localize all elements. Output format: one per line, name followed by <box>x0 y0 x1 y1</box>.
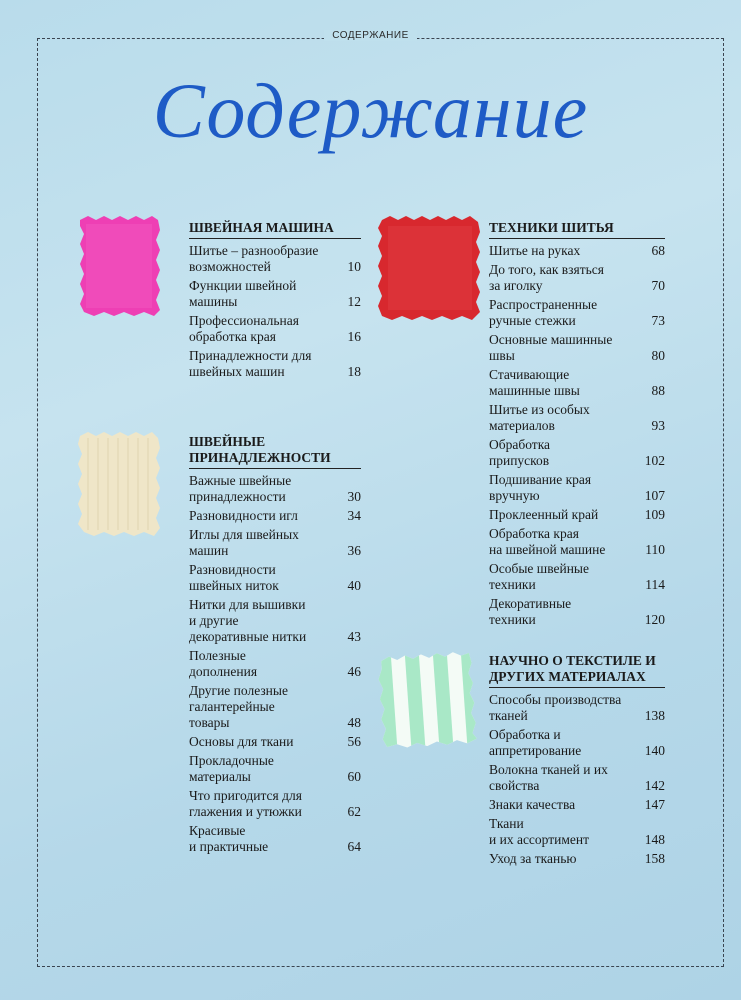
toc-item-page: 80 <box>651 348 665 363</box>
toc-item-title: Способы производства тканей <box>489 692 622 723</box>
toc-list <box>189 243 361 380</box>
toc-item-title: Проклеенный край <box>489 507 599 522</box>
toc-item-title: Ткани и их ассортимент <box>489 816 590 847</box>
cream-fabric-swatch <box>74 428 164 540</box>
toc-item-title: Шитье – разнообразие возможностей <box>189 243 319 274</box>
toc-item[interactable] <box>189 278 361 310</box>
toc-item-page: 148 <box>644 832 665 847</box>
toc-item-page: 142 <box>644 778 665 793</box>
toc-item[interactable] <box>489 472 665 504</box>
toc-item[interactable] <box>489 692 665 724</box>
page-title: Содержание <box>152 67 589 154</box>
toc-item-title: До того, как взяться за иголку <box>489 262 604 293</box>
toc-item[interactable] <box>489 727 665 759</box>
toc-item-title: Основы для ткани <box>189 734 294 749</box>
section-sewing-machine <box>189 220 361 383</box>
toc-item-page: 120 <box>644 612 665 627</box>
toc-item-title: Принадлежности для швейных машин <box>189 348 312 379</box>
toc-item-page: 12 <box>347 294 361 309</box>
toc-item-page: 158 <box>644 851 665 866</box>
toc-item-title: Полезные дополнения <box>189 648 258 679</box>
section-title: ШВЕЙНАЯ МАШИНА <box>189 220 361 239</box>
toc-item-title: Иглы для швейных машин <box>189 527 299 558</box>
toc-item-title: Обработка и аппретирование <box>489 727 582 758</box>
toc-item-page: 64 <box>347 839 361 854</box>
toc-item-title: Обработка припусков <box>489 437 551 468</box>
toc-item-page: 36 <box>347 543 361 558</box>
toc-item-title: Нитки для вышивки и другие декоративные нитки <box>189 597 307 644</box>
toc-item[interactable] <box>189 823 361 855</box>
toc-list <box>489 243 665 628</box>
toc-item-title: Волокна тканей и их свойства <box>489 762 608 793</box>
section-textile-science <box>489 653 665 870</box>
toc-item[interactable] <box>489 797 665 813</box>
toc-item-page: 30 <box>347 489 361 504</box>
toc-item[interactable] <box>489 816 665 848</box>
running-header <box>0 30 741 41</box>
toc-item[interactable] <box>489 367 665 399</box>
toc-item-page: 109 <box>644 507 665 522</box>
toc-item-page: 62 <box>347 804 361 819</box>
toc-item-title: Обработка края на швейной машине <box>489 526 606 557</box>
toc-item-title: Стачивающие машинные швы <box>489 367 580 398</box>
section-title: НАУЧНО О ТЕКСТИЛЕ И ДРУГИХ МАТЕРИАЛАХ <box>489 653 665 688</box>
toc-item[interactable] <box>189 788 361 820</box>
toc-item-title: Подшивание края вручную <box>489 472 592 503</box>
toc-list <box>489 692 665 867</box>
toc-item[interactable] <box>189 683 361 731</box>
toc-item-title: Шитье из особых материалов <box>489 402 590 433</box>
toc-item[interactable] <box>189 473 361 505</box>
section-sewing-techniques <box>489 220 665 631</box>
toc-item[interactable] <box>189 753 361 785</box>
toc-item[interactable] <box>189 313 361 345</box>
pink-fabric-swatch <box>74 210 166 322</box>
red-fabric-swatch <box>374 212 486 324</box>
toc-item-page: 73 <box>651 313 665 328</box>
toc-item-page: 34 <box>347 508 361 523</box>
toc-item-page: 147 <box>644 797 665 812</box>
toc-item[interactable] <box>489 526 665 558</box>
toc-item-title: Знаки качества <box>489 797 576 812</box>
toc-item-page: 88 <box>651 383 665 398</box>
toc-item-page: 10 <box>347 259 361 274</box>
toc-item-page: 140 <box>644 743 665 758</box>
toc-list <box>189 473 361 855</box>
toc-item-title: Функции швейной машины <box>189 278 297 309</box>
toc-item[interactable] <box>189 648 361 680</box>
toc-item-page: 18 <box>347 364 361 379</box>
toc-item-title: Что пригодится для глажения и утюжки <box>189 788 302 819</box>
toc-item-title: Красивые и практичные <box>189 823 269 854</box>
toc-item[interactable] <box>489 561 665 593</box>
toc-item[interactable] <box>489 332 665 364</box>
toc-item-title: Шитье на руках <box>489 243 581 258</box>
toc-item-page: 60 <box>347 769 361 784</box>
toc-item-title: Разновидности игл <box>189 508 298 523</box>
toc-item-title: Основные машинные швы <box>489 332 613 363</box>
toc-item[interactable] <box>489 762 665 794</box>
toc-item[interactable] <box>489 437 665 469</box>
toc-item-page: 56 <box>347 734 361 749</box>
toc-item[interactable] <box>189 562 361 594</box>
toc-item-title: Прокладочные материалы <box>189 753 274 784</box>
toc-item-page: 16 <box>347 329 361 344</box>
toc-item[interactable] <box>489 851 665 867</box>
toc-item-page: 107 <box>644 488 665 503</box>
toc-item-title: Декоративные техники <box>489 596 572 627</box>
toc-item-page: 70 <box>651 278 665 293</box>
running-header-text: СОДЕРЖАНИЕ <box>324 30 417 41</box>
toc-item[interactable] <box>189 348 361 380</box>
toc-item-page: 46 <box>347 664 361 679</box>
toc-item[interactable] <box>189 734 361 750</box>
toc-item-page: 110 <box>645 542 665 557</box>
toc-item-title: Разновидности швейных ниток <box>189 562 279 593</box>
section-title: ШВЕЙНЫЕ ПРИНАДЛЕЖНОСТИ <box>189 434 361 469</box>
toc-item-page: 114 <box>645 577 665 592</box>
toc-item-page: 93 <box>651 418 665 433</box>
toc-item[interactable] <box>489 243 665 259</box>
toc-item[interactable] <box>489 402 665 434</box>
toc-item-page: 43 <box>347 629 361 644</box>
section-title: ТЕХНИКИ ШИТЬЯ <box>489 220 665 239</box>
toc-item-page: 40 <box>347 578 361 593</box>
toc-item[interactable] <box>189 597 361 645</box>
section-sewing-supplies <box>189 434 361 858</box>
toc-item-page: 138 <box>644 708 665 723</box>
toc-item-page: 48 <box>347 715 361 730</box>
toc-item[interactable] <box>489 262 665 294</box>
toc-item[interactable] <box>189 243 361 275</box>
toc-item-title: Другие полезные галантерейные товары <box>189 683 288 730</box>
toc-item-title: Важные швейные принадлежности <box>189 473 292 504</box>
toc-item-title: Уход за тканью <box>489 851 577 866</box>
toc-item-page: 102 <box>644 453 665 468</box>
toc-item-page: 68 <box>651 243 665 258</box>
toc-item[interactable] <box>489 297 665 329</box>
toc-item[interactable] <box>189 508 361 524</box>
toc-item-title: Распространенные ручные стежки <box>489 297 598 328</box>
toc-item[interactable] <box>489 596 665 628</box>
toc-item[interactable] <box>489 507 665 523</box>
toc-item-title: Особые швейные техники <box>489 561 589 592</box>
striped-fabric-swatch <box>376 646 480 752</box>
toc-item-title: Профессиональная обработка края <box>189 313 299 344</box>
toc-item[interactable] <box>189 527 361 559</box>
